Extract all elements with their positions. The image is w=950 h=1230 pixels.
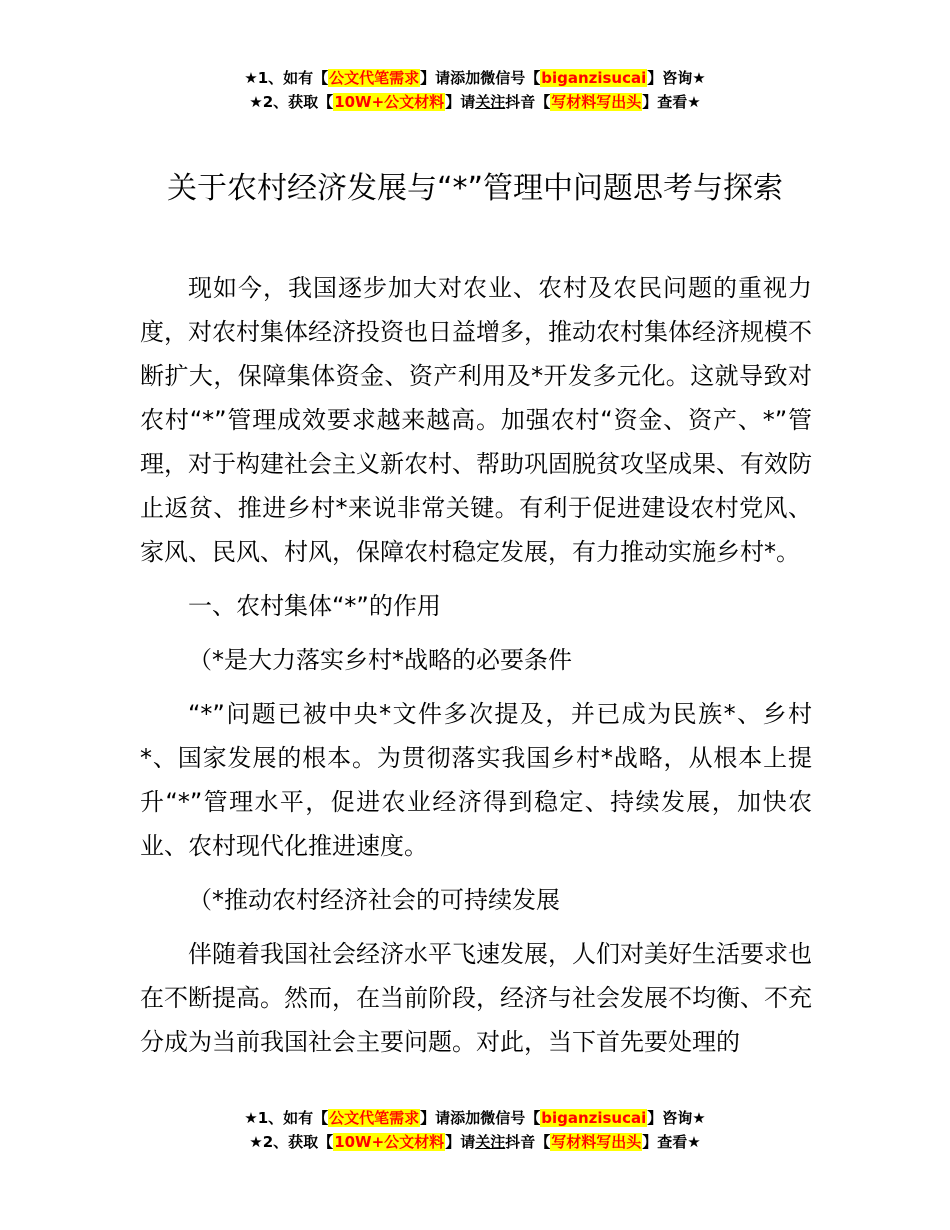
banner-text: 加 [465,69,481,87]
banner-text: ★2、获取【 [249,93,334,111]
banner-text: ★1、如有【 [244,69,329,87]
banner-line-2 [0,1130,950,1154]
banner-text: 】查看★ [642,1133,701,1151]
banner-text: 】请添 [420,69,466,87]
document-title: 关于农村经济发展与“*”管理中问题思考与探索 [166,171,784,206]
underlined-text: 关注 [475,93,506,111]
highlight-text: 公文代笔需求 [329,69,420,87]
subsection-heading: （*是大力落实乡村*战略的必要条件 [188,646,572,674]
highlight-text: 公文代笔需求 [329,1109,420,1127]
banner-text: 】请添 [420,1109,466,1127]
banner-text: 】请 [445,1133,476,1151]
banner-line-1 [0,66,950,90]
banner-text: 微信号【 [480,1109,541,1127]
highlight-text: biganzisucai [541,69,647,87]
banner-text: 抖音【 [505,1133,551,1151]
banner-text: 】查看★ [642,93,701,111]
banner-text: 】咨询★ [647,69,706,87]
banner-line-2 [0,90,950,114]
banner-text: 】咨询★ [647,1109,706,1127]
banner-text: ★2、获取【 [249,1133,334,1151]
banner-text: 加 [465,1109,481,1127]
highlight-text: 写材料写出头 [551,1133,642,1151]
highlight-text: 写材料写出头 [551,93,642,111]
highlight-text: biganzisucai [541,1109,647,1127]
paragraph: 现如今，我国逐步加大对农业、农村及农民问题的重视力度，对农村集体经济投资也日益增多，推动农村集体经济规模不断扩大，保障集体资金、资产利用及*开发多元化。这就导致对农村“*”管理成效要求越来越高。加强农村“资金、资产、*”管理，对于构建社会主义新农村、帮助巩固脱贫攻坚成果、有效防止返贫、推进乡村*来说非常关键。有利于促进建设农村党风、家风、民风、村风，保障农村稳定发展，有力推动实施乡村*。 [140,274,812,566]
subsection-heading: （*推动农村经济社会的可持续发展 [188,886,560,914]
document-body [140,266,812,1064]
banner-text: 微信号【 [480,69,541,87]
header-banner [0,66,950,114]
underlined-text: 关注 [475,1133,506,1151]
banner-text: 抖音【 [505,93,551,111]
paragraph: 伴随着我国社会经济水平飞速发展，人们对美好生活要求也在不断提高。然而，在当前阶段，经济与社会发展不均衡、不充分成为当前我国社会主要问题。对此，当下首先要处理的 [140,940,812,1056]
banner-text: ★1、如有【 [244,1109,329,1127]
paragraph: “*”问题已被中央*文件多次提及，并已成为民族*、乡村*、国家发展的根本。为贯彻落实我国乡村*战略，从根本上提升“*”管理水平，促进农业经济得到稳定、持续发展，加快农业、农村现代化推进速度。 [140,700,812,860]
banner-line-1 [0,1106,950,1130]
banner-text: 】请 [445,93,476,111]
highlight-text: 10W+公文材料 [334,93,445,111]
highlight-text: 10W+公文材料 [334,1133,445,1151]
footer-banner [0,1106,950,1154]
section-heading: 一、农村集体“*”的作用 [188,592,441,620]
